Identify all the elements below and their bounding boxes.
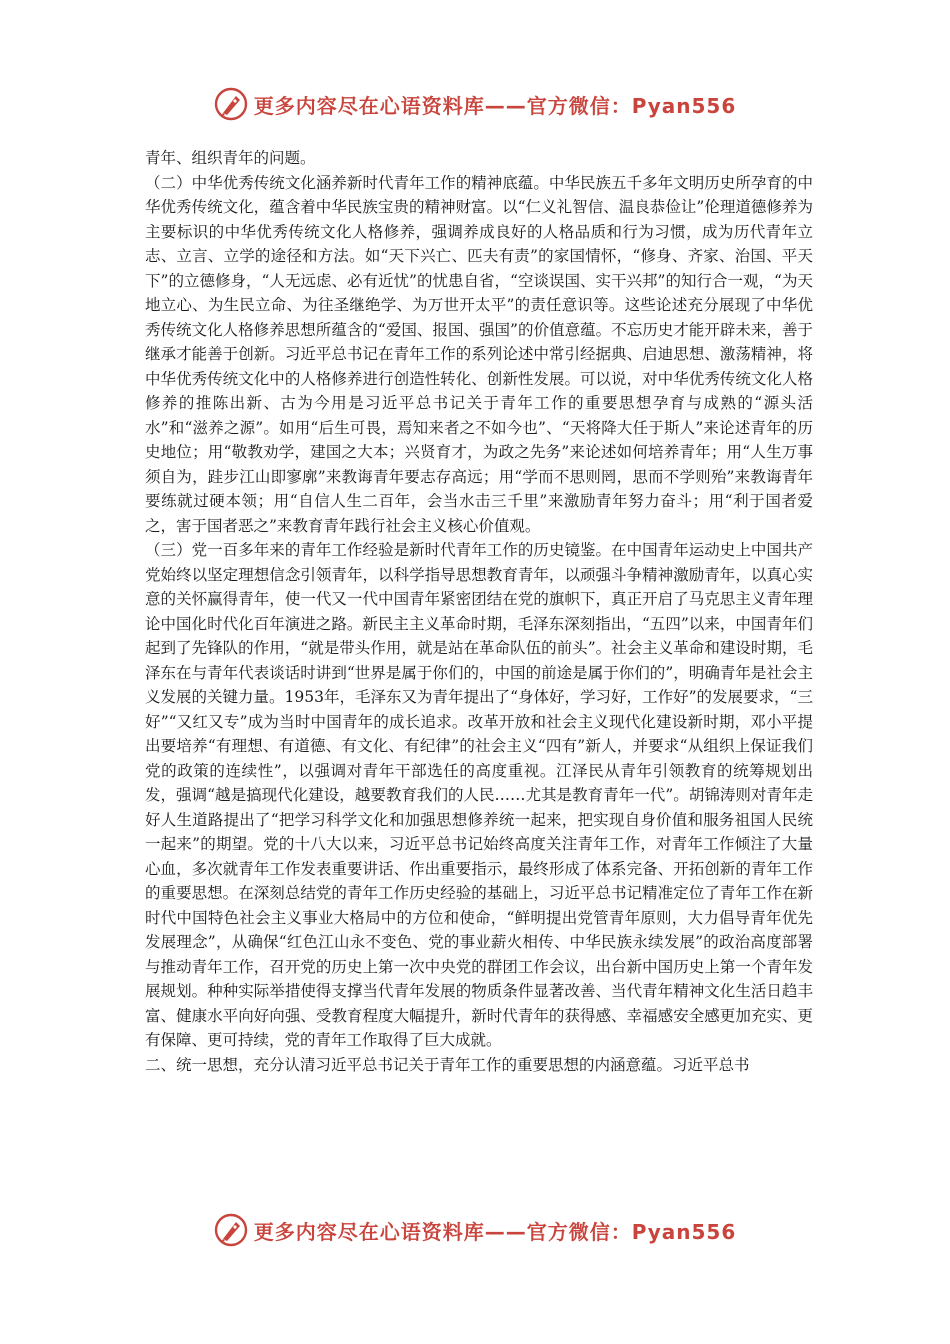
- paragraph-continuation: 青年、组织青年的问题。: [145, 149, 316, 167]
- paragraph-section-3: （三）党一百多年来的青年工作经验是新时代青年工作的历史镜鉴。在中国青年运动史上中国共产党始终以坚定理想信念引领青年，以科学指导思想教育青年，以顽强斗争精神激励青年，以真心实意的关怀赢得青年，使一代又一代中国青年紧密团结在党的旗帜下，真正开启了马克思主义青年理论中国化时代化百年演进之路。新民主主义革命时期，毛泽东深刻指出，“五四”以来，中国青年们起到了先锋队的作用，“就是带头作用，就是站在革命队伍的前头”。社会主义革命和建设时期，毛泽东在与青年代表谈话时讲到“世界是属于你们的，中国的前途是属于你们的”，明确青年是社会主义发展的关键力量。1953年，毛泽东又为青年提出了“身体好，学习好，工作好”的发展要求，“三好”“又红又专”成为当时中国青年的成长追求。改革开放和社会主义现代化建设新时期，邓小平提出要培养“有理想、有道德、有文化、有纪律”的社会主义“四有”新人，并要求“从组织上保证我们党的政策的连续性”，以强调对青年干部选任的高度重视。江泽民从青年引领教育的统筹规划出发，强调“越是搞现代化建设，越要教育我们的人民……尤其是教育青年一代”。胡锦涛则对青年走好人生道路提出了“把学习科学文化和加强思想修养统一起来，把实现自身价值和服务祖国人民统一起来”的期望。党的十八大以来，习近平总书记始终高度关注青年工作，对青年工作倾注了大量心血，多次就青年工作发表重要讲话、作出重要指示，最终形成了体系完备、开拓创新的青年工作的重要思想。在深刻总结党的青年工作历史经验的基础上，习近平总书记精准定位了青年工作在新时代中国特色社会主义事业大格局中的方位和使命，“鲜明提出党管青年原则，大力倡导青年优先发展理念”，从确保“红色江山永不变色、党的事业薪火相传、中华民族永续发展”的政治高度部署与推动青年工作，召开党的历史上第一次中央党的群团工作会议，出台新中国历史上第一个青年发展规划。种种实际举措使得支撑当代青年发展的物质条件显著改善、当代青年精神文化生活日趋丰富、健康水平向好向强、受教育程度大幅提升，新时代青年的获得感、幸福感安全感更加充实、更有保障、更可持续，党的青年工作取得了巨大成就。: [145, 541, 813, 1049]
- header-banner-text: 更多内容尽在心语资料库——官方微信：Pyan556: [253, 93, 737, 118]
- header-banner: [0, 84, 950, 124]
- paragraph-heading-part-2: 二、统一思想，充分认清习近平总书记关于青年工作的重要思想的内涵意蕴。习近平总书: [145, 1055, 750, 1074]
- pen-nib-logo-icon: [214, 87, 248, 121]
- footer-banner: [0, 1210, 950, 1250]
- footer-banner-text: 更多内容尽在心语资料库——官方微信：Pyan556: [253, 1219, 737, 1244]
- pen-nib-logo-icon: [214, 1213, 248, 1247]
- paragraph-section-2: （二）中华优秀传统文化涵养新时代青年工作的精神底蕴。中华民族五千多年文明历史所孕育的中华优秀传统文化，蕴含着中华民族宝贵的精神财富。以“仁义礼智信、温良恭俭让”伦理道德修养为主要标识的中华优秀传统文化人格修养，强调养成良好的人格品质和行为习惯，成为历代青年立志、立言、立学的途径和方法。如“天下兴亡、匹夫有责”的家国情怀，“修身、齐家、治国、平天下”的立德修身，“人无远虑、必有近忧”的忧患自省，“空谈误国、实干兴邦”的知行合一观，“为天地立心、为生民立命、为往圣继绝学、为万世开太平”的责任意识等。这些论述充分展现了中华优秀传统文化人格修养思想所蕴含的“爱国、报国、强国”的价值意蕴。不忘历史才能开辟未来，善于继承才能善于创新。习近平总书记在青年工作的系列论述中常引经据典、启迪思想、激荡精神，将中华优秀传统文化中的人格修养进行创造性转化、创新性发展。可以说，对中华优秀传统文化人格修养的推陈出新、古为今用是习近平总书记关于青年工作的重要思想孕育与成熟的“源头活水”和“滋养之源”。如用“后生可畏，焉知来者之不如今也”、“天将降大任于斯人”来论述青年的历史地位；用“敬教劝学，建国之大本；兴贤育才，为政之先务”来论述如何培养青年；用“人生万事须自为，跬步江山即寥廓”来教诲青年要志存高远；用“学而不思则罔，思而不学则殆”来教诲青年要练就过硬本领；用“自信人生二百年，会当水击三千里”来激励青年努力奋斗；用“利于国者爱之，害于国者恶之”来教育青年践行社会主义核心价值观。: [145, 173, 813, 535]
- document-body: [145, 146, 813, 1077]
